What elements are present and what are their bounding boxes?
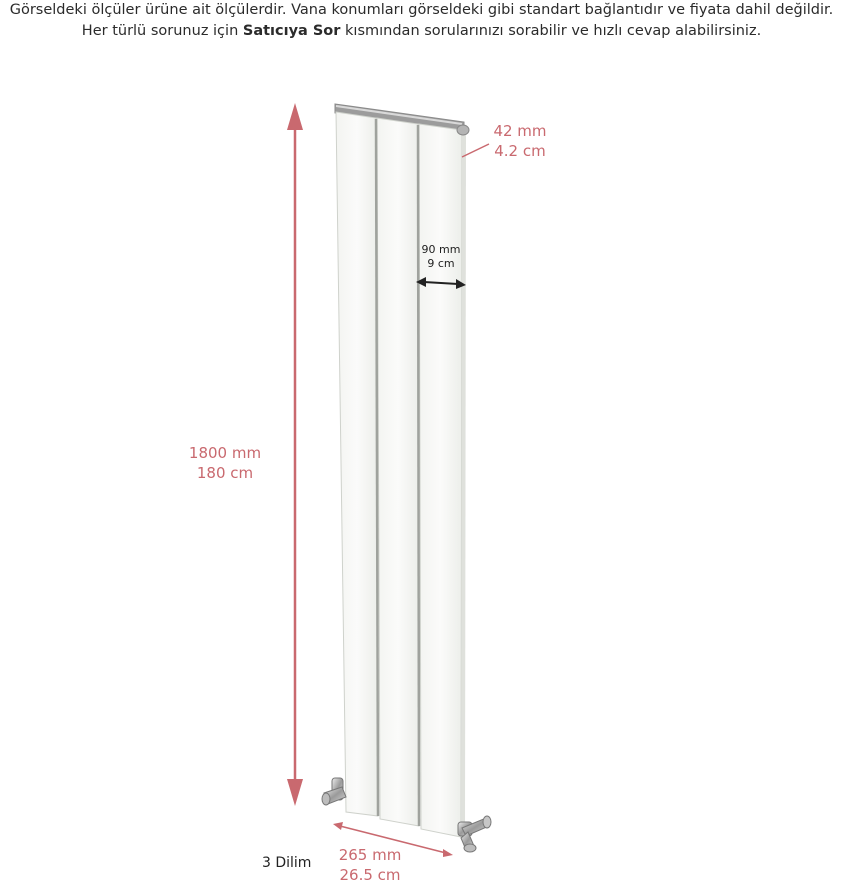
slat-1 <box>336 112 378 816</box>
height-mm: 1800 mm <box>188 444 262 462</box>
slat-3 <box>419 124 462 837</box>
slat-width-cm: 9 cm <box>427 257 455 270</box>
width-cm: 26.5 cm <box>339 866 401 884</box>
depth-dimension-line <box>462 144 489 157</box>
ask-seller-label: Satıcıya Sor <box>242 23 341 39</box>
height-cm: 180 cm <box>196 464 254 482</box>
depth-label <box>486 121 554 161</box>
slat-width-mm: 90 mm <box>421 243 461 256</box>
left-valve <box>322 778 346 805</box>
width-mm: 265 mm <box>338 846 402 864</box>
radiator-body <box>335 104 469 837</box>
height-label <box>186 443 264 483</box>
slat-2 <box>377 118 419 826</box>
width-label <box>334 845 406 885</box>
notice-line-1: Görseldeki ölçüler ürüne ait ölçülerdir. Vana konumları görseldeki gibi standart bağlantıdır ve fiyata dahil değildir. <box>9 2 834 18</box>
slat-width-label <box>416 243 466 271</box>
depth-cm: 4.2 cm <box>494 142 546 160</box>
depth-mm: 42 mm <box>493 122 547 140</box>
notice-line-2-after: kısmından sorularınızı sorabilir ve hızlı cevap alabilirsiniz. <box>340 23 762 39</box>
notice-line-2-before: Her türlü sorunuz için <box>81 23 243 39</box>
height-dimension-line <box>287 103 303 806</box>
section-count-caption: 3 Dilim <box>262 855 312 871</box>
